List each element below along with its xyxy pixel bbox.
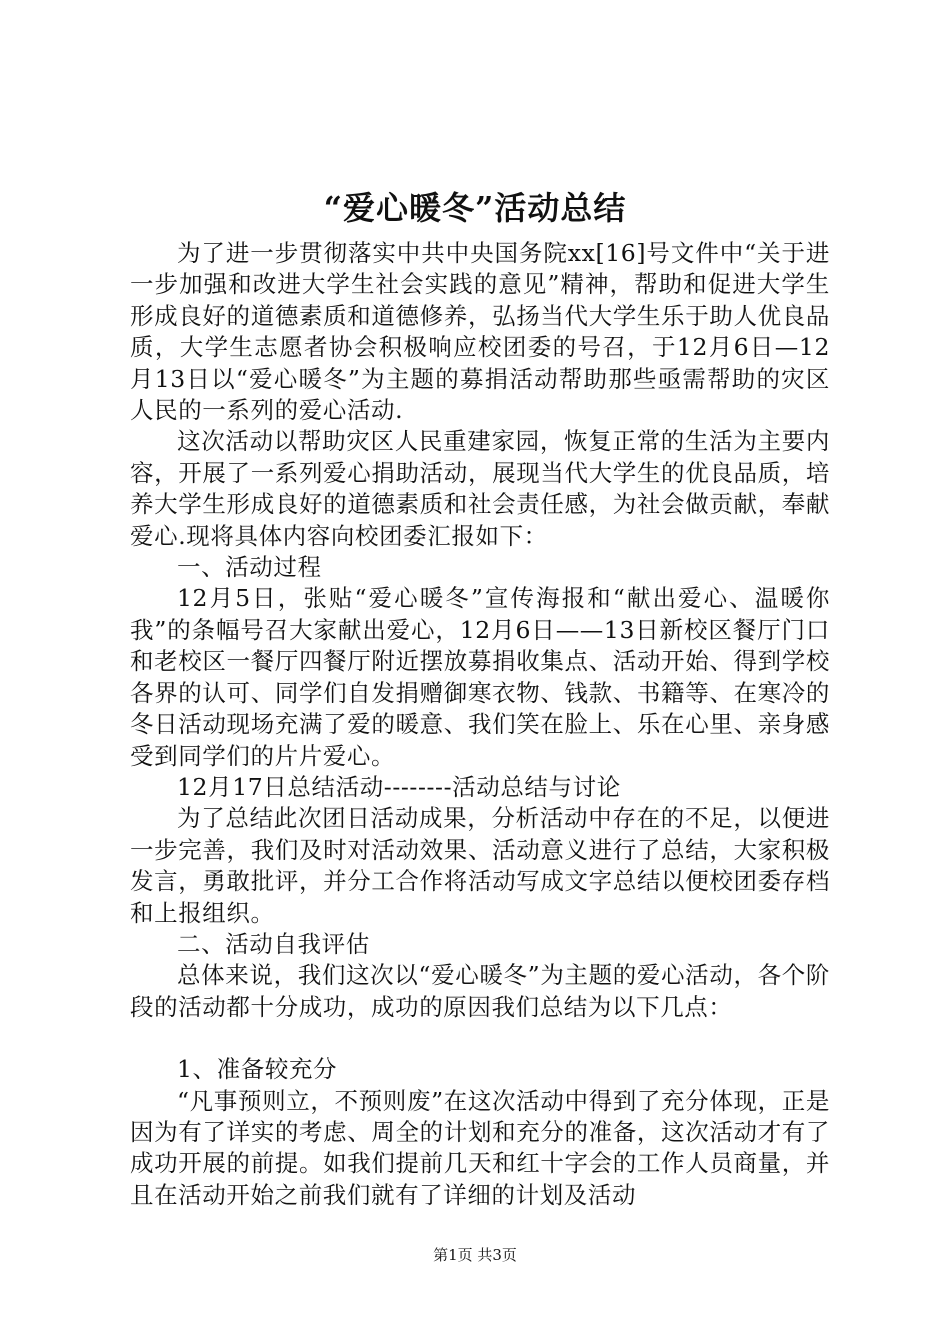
paragraph-summary-date: 12月17日总结活动--------活动总结与讨论 [177,772,621,801]
paragraph-process: 12月5日，张贴“爱心暖冬”宣传海报和“献出爱心、温暖你我”的条幅号召大家献出爱心，12月6日——13日新校区餐厅门口和老校区一餐厅四餐厅附近摆放募捐收集点、活动开始、得到学校各界的认可、同学们自发捐赠御寒衣物、钱款、书籍等、在寒冷的冬日活动现场充满了爱的暖意、我们笑在脸上、乐在心里、亲身感受到同学们的片片爱心。 [130,584,830,770]
document-body [130,238,830,1211]
page-title: “爱心暖冬”活动总结 [323,189,627,227]
page-indicator: 第1页 共3页 [433,1246,517,1264]
paragraph-summary: 为了总结此次团日活动成果，分析活动中存在的不足，以便进一步完善，我们及时对活动效果、活动意义进行了总结，大家积极发言，勇敢批评，并分工合作将活动写成文字总结以便校团委存档和上报组织。 [130,804,830,927]
paragraph-overview: 这次活动以帮助灾区人民重建家园，恢复正常的生活为主要内容，开展了一系列爱心捐助活动，展现当代大学生的优良品质，培养大学生形成良好的道德素质和社会责任感，为社会做贡献，奉献爱心.现将具体内容向校团委汇报如下： [130,427,830,550]
paragraph-intro: 为了进一步贯彻落实中共中央国务院xx[16]号文件中“关于进一步加强和改进大学生社会实践的意见”精神，帮助和促进大学生形成良好的道德素质和道德修养，弘扬当代大学生乐于助人优良品质，大学生志愿者协会积极响应校团委的号召，于12月6日—12月13日以“爱心暖冬”为主题的募捐活动帮助那些亟需帮助的灾区人民的一系列的爱心活动. [130,239,830,425]
section-heading-process: 一、活动过程 [177,553,322,582]
paragraph-evaluation: 总体来说，我们这次以“爱心暖冬”为主题的爱心活动，各个阶段的活动都十分成功，成功的原因我们总结为以下几点： [130,961,830,1021]
section-heading-evaluation: 二、活动自我评估 [177,929,370,958]
paragraph-preparation: “凡事预则立，不预则废”在这次活动中得到了充分体现，正是因为有了详实的考虑、周全的计划和充分的准备，这次活动才有了成功开展的前提。如我们提前几天和红十字会的工作人员商量，并且在活动开始之前我们就有了详细的计划及活动 [130,1086,830,1209]
subheading-preparation: 1、准备较充分 [177,1055,338,1084]
